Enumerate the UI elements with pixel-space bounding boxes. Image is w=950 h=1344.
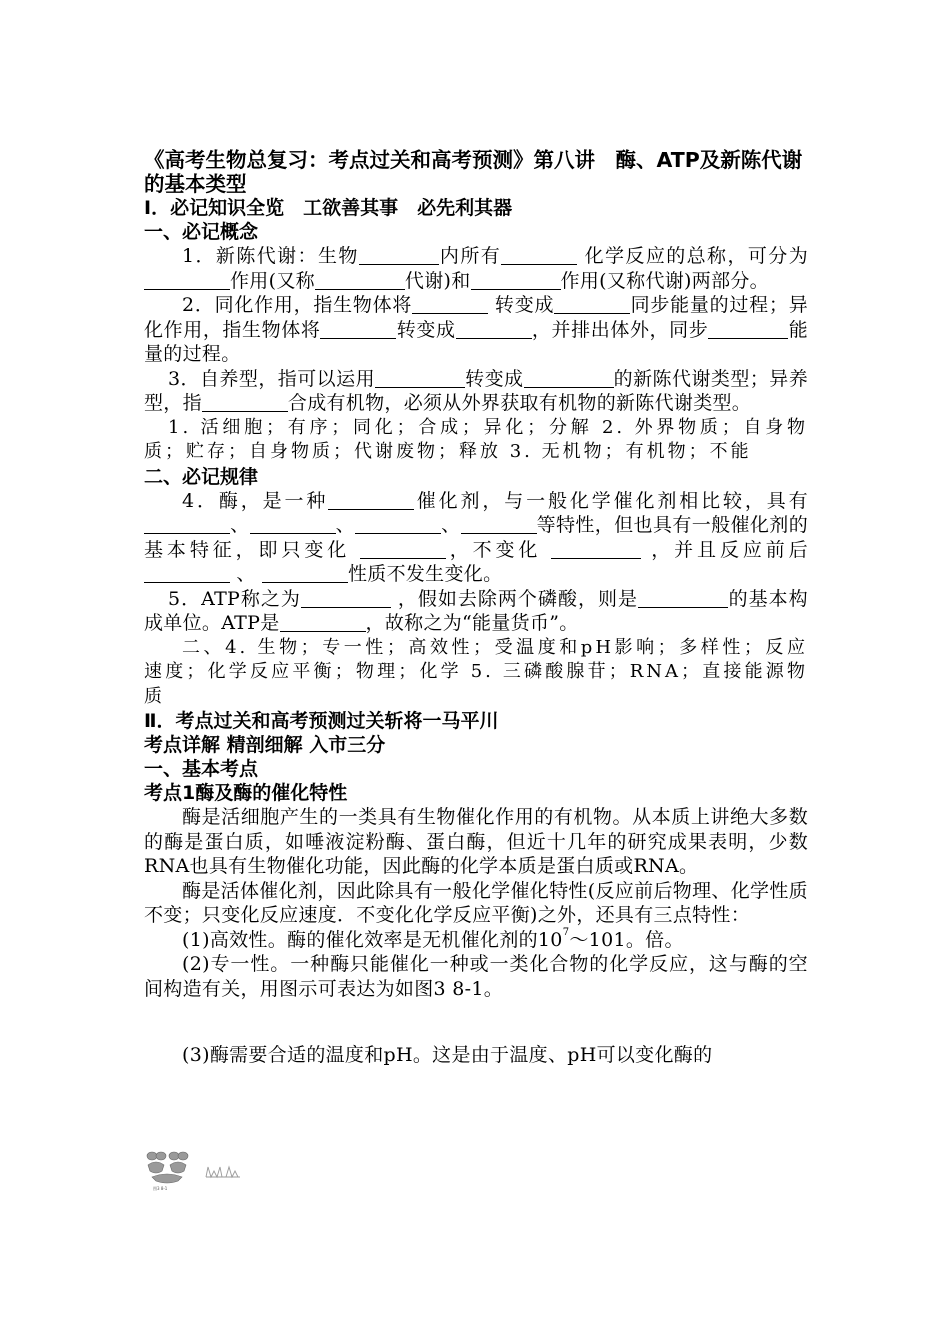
concept-3: 3．自养型，指可以运用 转变成 的新陈代谢类型；异养型，指 合成有机物，必须从外界获取有机物的新陈代谢类型。 bbox=[144, 367, 808, 414]
basic-points-heading: 一、基本考点 bbox=[144, 758, 259, 780]
answers-1: 1. 活细胞；有序；同化；合成；异化；分解 2. 外界物质；自身物质；贮存；自身物质；代谢废物；释放 3. 无机物；有机物；不能 bbox=[144, 416, 808, 462]
answers-2: 二、4. 生物；专一性；高效性；受温度和pH影响；多样性；反应速度；化学反应平衡；物理；化学 5. 三磷酸腺苷；RNA；直接能源物质 bbox=[144, 636, 808, 707]
section-heading-1: Ⅰ．必记知识全览 工欲善其事 必先利其器 bbox=[144, 197, 513, 219]
rule-4: 4．酶，是一种 催化剂，与一般化学催化剂相比较，具有、 、 、 等特性，但也具有一般催化剂的基本特征，即只变化 ，不变化 ，并且反应前后 、 性质不发生变化。 bbox=[144, 489, 809, 585]
rule-5: 5．ATP称之为 ，假如去除两个磷酸，则是 的基本构成单位。ATP是 ，故称之为“能量货币”。 bbox=[144, 587, 808, 634]
key-point-1-heading: 考点1酶及酶的催化特性 bbox=[144, 782, 348, 804]
concept-1: 1．新陈代谢：生物 内所有 化学反应的总称，可分为作用(又称 代谢)和 作用(又称代谢)两部分。 bbox=[144, 244, 808, 293]
kp1-paragraph-4: (2)专一性。一种酶只能催化一种或一类化合物的化学反应，这与酶的空间构造有关，用图示可表达为如图3 8-1。 bbox=[144, 953, 808, 1000]
section-heading-2: Ⅱ．考点过关和高考预测过关斩将一马平川 bbox=[144, 710, 499, 732]
kp1-paragraph-3: (1)高效性。酶的催化效率是无机催化剂的$10^7\sim 101$。倍。 bbox=[182, 926, 684, 951]
concepts-heading: 一、必记概念 bbox=[144, 221, 259, 243]
subsection-heading: 考点详解 精剖细解 入市三分 bbox=[144, 734, 386, 756]
kp1-paragraph-1: 酶是活细胞产生的一类具有生物催化作用的有机物。从本质上讲绝大多数的酶是蛋白质，如唾液淀粉酶、蛋白酶，但近十几年的研究成果表明，少数RNA也具有生物催化功能，因此酶的化学本质是蛋白质或RNA。 bbox=[144, 806, 808, 877]
document-title: 《高考生物总复习：考点过关和高考预测》第八讲 酶、ATP及新陈代谢的基本类型 bbox=[144, 148, 803, 196]
kp1-paragraph-2: 酶是活体催化剂，因此除具有一般化学催化特性(反应前后物理、化学性质不变；只变化反应速度．不变化化学反应平衡)之外，还具有三点特性： bbox=[144, 879, 808, 926]
kp1-paragraph-5: (3)酶需要合适的温度和pH。这是由于温度、pH可以变化酶的 bbox=[182, 1044, 713, 1066]
document-page bbox=[144, 148, 808, 1068]
concept-2: 2．同化作用，指生物体将 转变成 同步能量的过程；异化作用，指生物体将 转变成 ，并排出体外，同步 能量的过程。 bbox=[144, 294, 808, 365]
figure-caption: 图3 8-1 bbox=[153, 1186, 168, 1191]
rules-heading: 二、必记规律 bbox=[144, 465, 259, 488]
enzyme-specificity-figure bbox=[144, 1151, 264, 1193]
